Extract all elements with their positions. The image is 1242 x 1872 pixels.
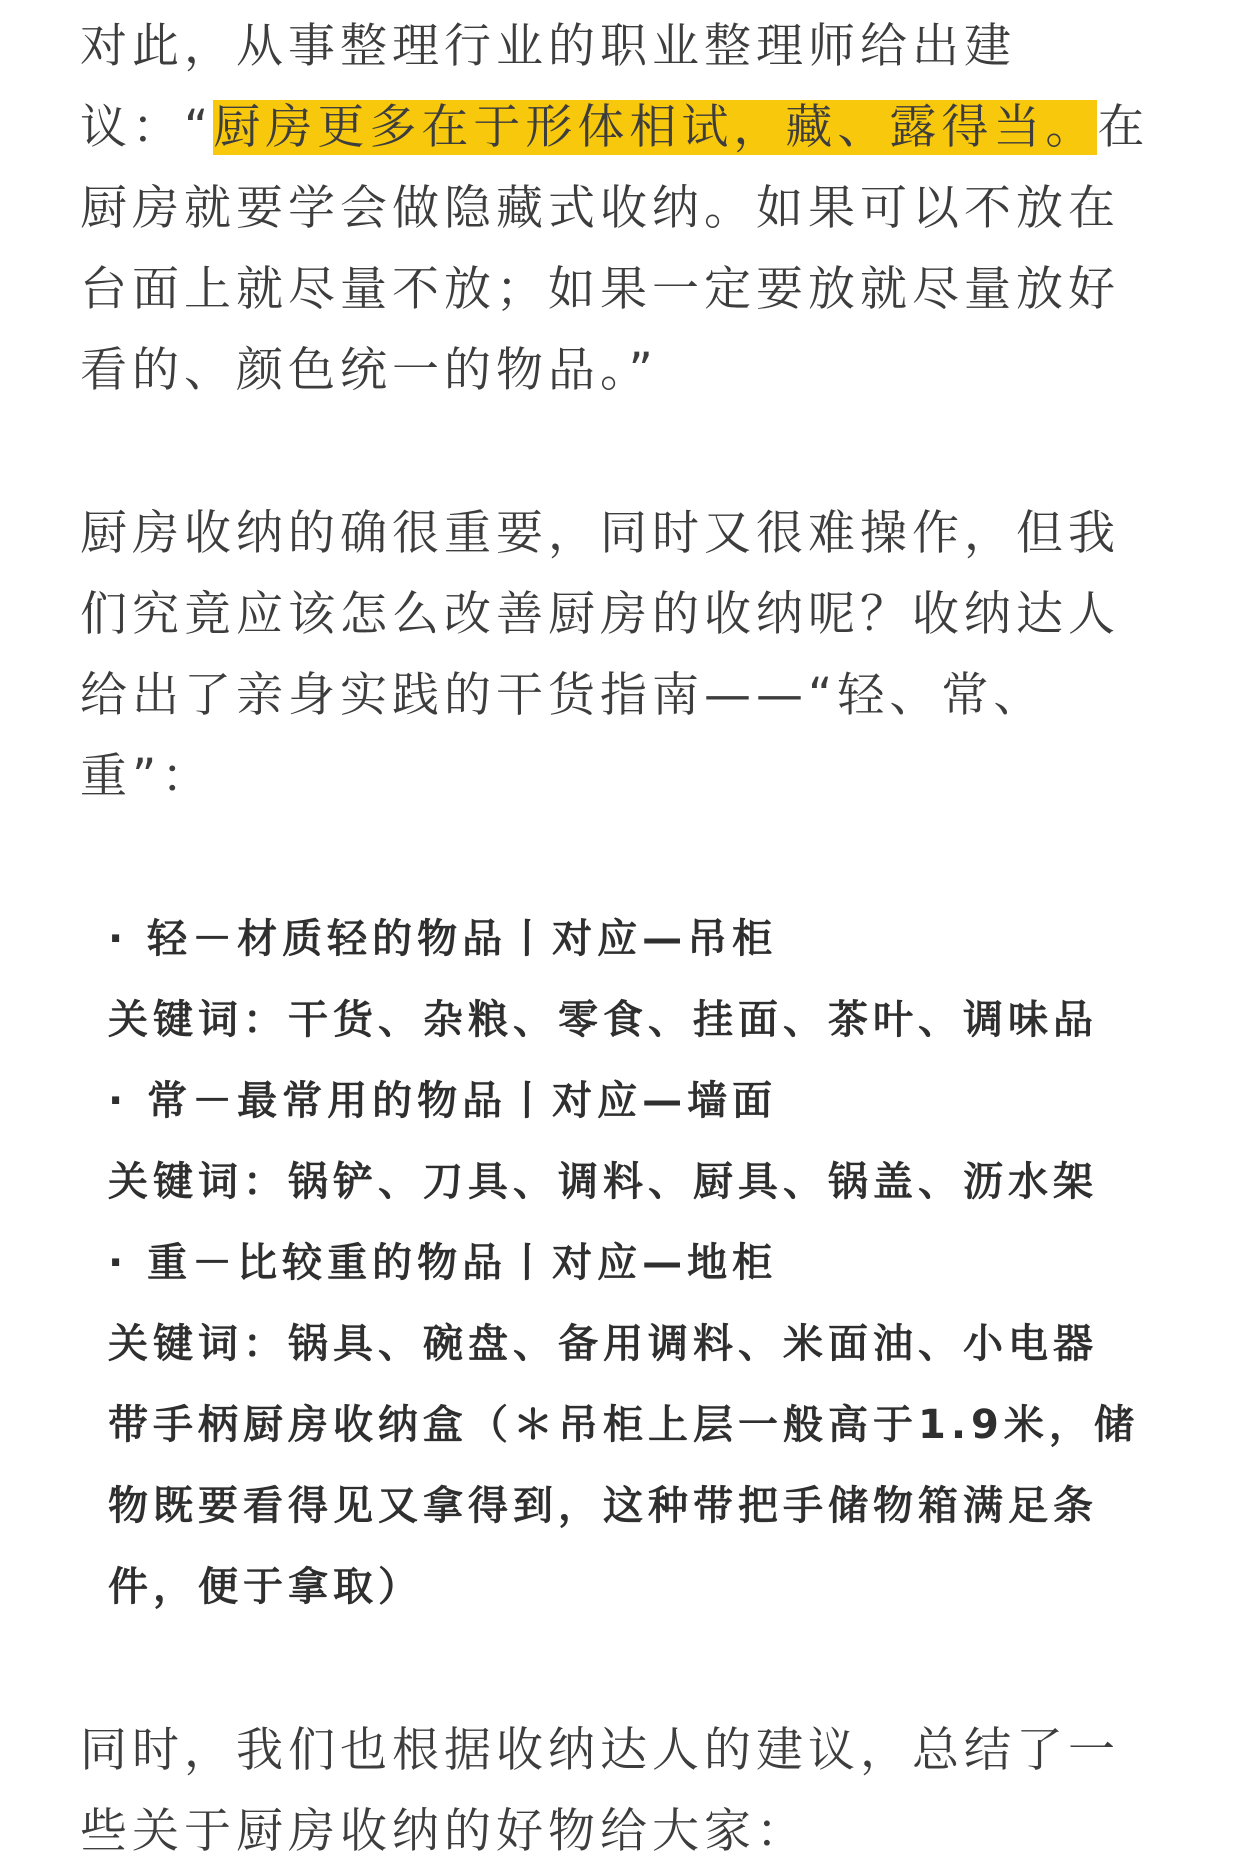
paragraph-organizer-advice <box>80 6 1162 411</box>
list-item-common-keywords: 关键词：锅铲、刀具、调料、厨具、锅盖、沥水架 <box>108 1159 1098 1205</box>
article-body <box>80 6 1162 1872</box>
paragraph-summary: 同时，我们也根据收纳达人的建议，总结了一些关于厨房收纳的好物给大家： <box>80 1723 1120 1859</box>
list-item-heavy-keywords: 关键词：锅具、碗盘、备用调料、米面油、小电器 <box>108 1321 1098 1367</box>
list-item-common: · 常－最常用的物品丨对应—墙面 <box>108 1078 778 1124</box>
list-item-heavy: · 重－比较重的物品丨对应—地柜 <box>108 1240 778 1286</box>
paragraph-guide-intro: 厨房收纳的确很重要，同时又很难操作，但我们究竟应该怎么改善厨房的收纳呢？收纳达人给出了亲身实践的干货指南——“轻、常、重”： <box>80 506 1120 804</box>
list-item-light-keywords: 关键词：干货、杂粮、零食、挂面、茶叶、调味品 <box>108 997 1098 1043</box>
list-item-handle-box: 带手柄厨房收纳盒（＊吊柜上层一般高于1.9米，储物既要看得见又拿得到，这种带把手储物箱满足条件，便于拿取） <box>108 1402 1139 1610</box>
spacer <box>80 1628 1162 1710</box>
spacer <box>80 411 1162 493</box>
list-item-light: · 轻－材质轻的物品丨对应—吊柜 <box>108 916 778 962</box>
storage-guide-list <box>80 899 1162 1628</box>
paragraph-text: 在厨房就要学会做隐藏式收纳。如果可以不放在台面上就尽量不放；如果一定要放就尽量放好看的、颜色统一的物品。” <box>80 100 1150 398</box>
highlighted-quote: 厨房更多在于形体相试，藏、露得当。 <box>213 100 1098 155</box>
paragraph-text: 对此，从事整理行业的职业整理师给出建议：“ <box>80 19 1016 155</box>
spacer <box>80 817 1162 899</box>
